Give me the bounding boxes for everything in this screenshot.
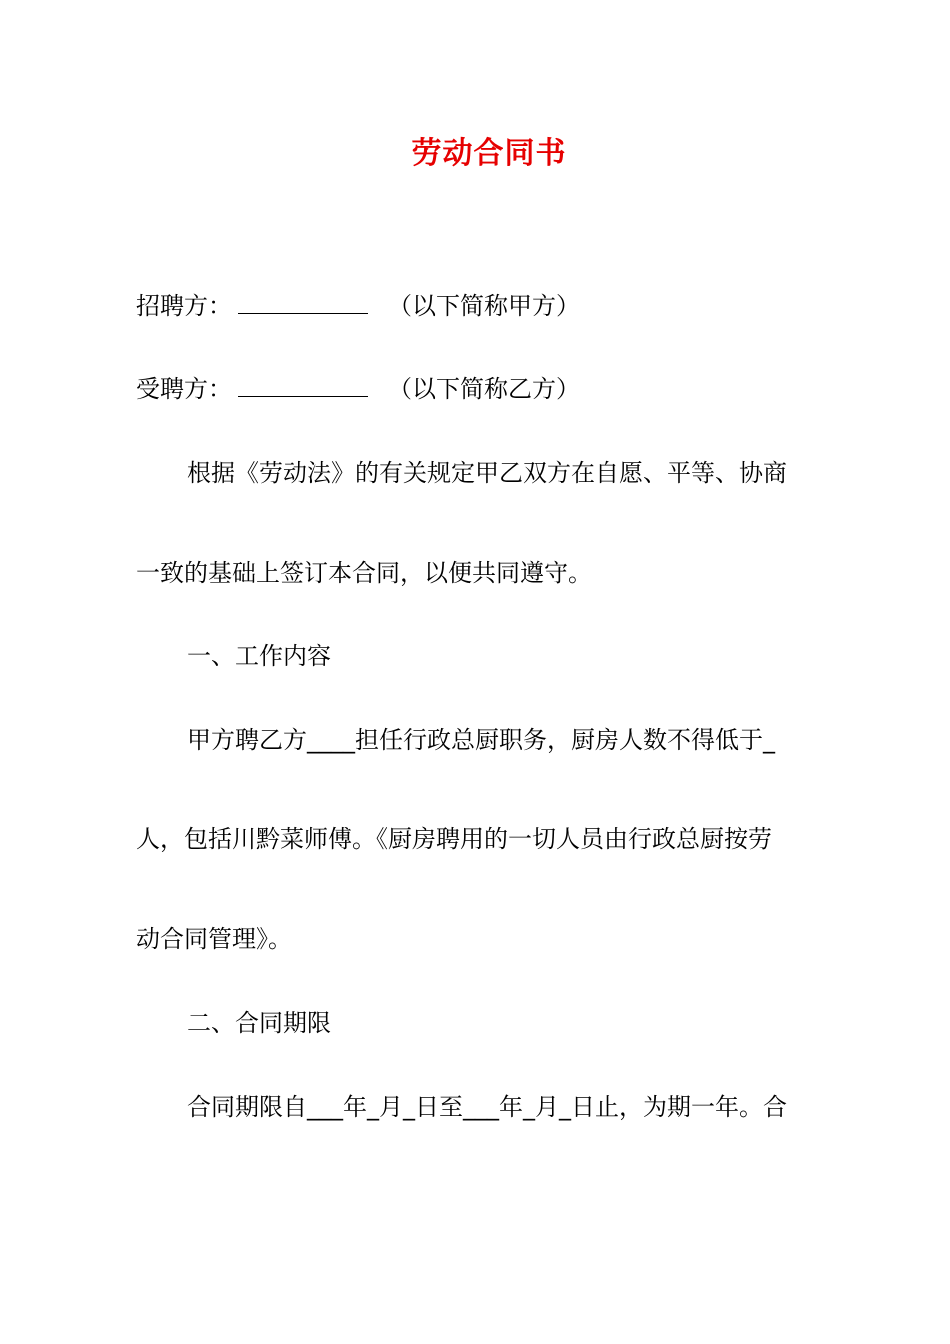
paragraph-line: 动合同管理》。: [136, 925, 292, 953]
employee-label: 受聘方：: [136, 375, 232, 403]
section-heading-work-content: 一、工作内容: [187, 642, 331, 670]
paragraph-line: 一致的基础上签订本合同，以便共同遵守。: [136, 559, 592, 587]
employee-note: （以下简称乙方）: [388, 375, 580, 403]
employer-note: （以下简称甲方）: [388, 292, 580, 320]
employer-line: [136, 290, 580, 322]
paragraph-line: 根据《劳动法》的有关规定甲乙双方在自愿、平等、协商: [187, 459, 787, 487]
paragraph-line: 人，包括川黔菜师傅。《厨房聘用的一切人员由行政总厨按劳: [136, 825, 772, 853]
employee-blank: [238, 374, 368, 397]
employee-line: [136, 373, 580, 405]
section-heading-contract-term: 二、合同期限: [187, 1009, 331, 1037]
employer-blank: [238, 291, 368, 314]
paragraph-line: 甲方聘乙方____担任行政总厨职务，厨房人数不得低于_: [187, 726, 775, 754]
employer-label: 招聘方：: [136, 292, 232, 320]
document-title: 劳动合同书: [411, 136, 567, 171]
paragraph-line: 合同期限自___年_月_日至___年_月_日止，为期一年。合: [187, 1093, 787, 1121]
